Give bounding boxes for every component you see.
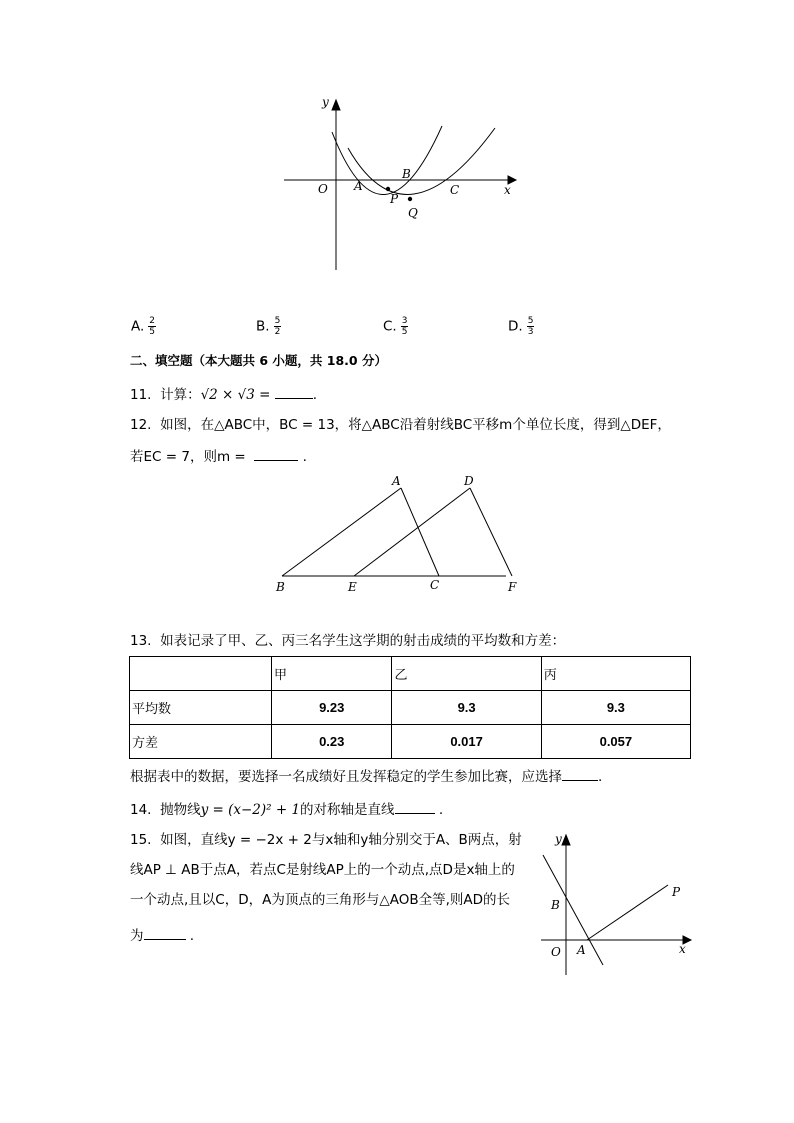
option-a[interactable]: A. $\frac{2}{5}$ <box>131 316 156 337</box>
table-header-row: 甲 乙 丙 <box>130 657 691 691</box>
option-d[interactable]: D. $\frac{5}{3}$ <box>508 316 534 337</box>
side-ac <box>401 488 439 576</box>
label-b: B <box>276 580 285 594</box>
fraction: $\frac{5}{2}$ <box>274 316 281 337</box>
answer-blank[interactable] <box>275 384 313 399</box>
label-y: y <box>555 832 562 846</box>
question-12: 12. 如图，在△ABC中，BC = 13，将△ABC沿着射线BC平移m个单位长度，得到△DEF， <box>130 417 671 433</box>
label-q: Q <box>408 206 418 220</box>
label-y: y <box>322 95 329 109</box>
table-row: 平均数 9.23 9.3 9.3 <box>130 691 691 725</box>
question-15-line3: 一个动点,且以C，D，A为顶点的三角形与△AOB全等,则AD的长 <box>130 892 511 908</box>
question-12-line2: 若EC = 7，则m = . <box>130 446 307 467</box>
fraction: $\frac{3}{5}$ <box>401 316 408 337</box>
question-13: 13. 如表记录了甲、乙、丙三名学生这学期的射击成绩的平均数和方差： <box>130 633 566 649</box>
answer-blank[interactable] <box>254 446 298 461</box>
label-c: C <box>450 183 460 197</box>
side-df <box>470 488 512 576</box>
score-table <box>129 656 691 759</box>
label-e: E <box>348 580 357 594</box>
question-11: 11. 计算：√2 × √3 = . <box>130 384 317 405</box>
point-p-dot <box>386 187 390 191</box>
side-ed <box>354 488 470 576</box>
label-b: B <box>402 167 411 181</box>
answer-blank[interactable] <box>562 766 598 781</box>
y-axis-arrow <box>562 835 570 845</box>
parabola-1 <box>332 126 442 195</box>
question-15-line2: 线AP ⊥ AB于点A，若点C是射线AP上的一个动点,点D是x轴上的 <box>130 862 515 878</box>
label-a: A <box>577 943 586 957</box>
label-d: D <box>464 474 474 488</box>
option-b[interactable]: B. $\frac{5}{2}$ <box>256 316 281 337</box>
question-14: 14. 抛物线y = (x−2)² + 1的对称轴是直线 . <box>130 799 443 820</box>
label-x: x <box>504 183 511 197</box>
side-ba <box>282 488 401 576</box>
section-heading: 二、填空题（本大题共 6 小题，共 18.0 分） <box>130 353 387 368</box>
ray-ap <box>587 885 668 940</box>
point-q-dot <box>408 197 412 201</box>
question-15-line4: 为 . <box>130 925 194 946</box>
figure-parabolas <box>270 90 530 275</box>
y-axis-arrow <box>332 100 340 110</box>
label-c: C <box>430 578 440 592</box>
label-f: F <box>508 580 517 594</box>
parabola-2 <box>348 128 495 194</box>
label-x: x <box>679 942 686 956</box>
label-a: A <box>392 474 401 488</box>
label-p: P <box>672 885 681 899</box>
option-c[interactable]: C. $\frac{3}{5}$ <box>383 316 408 337</box>
figure-triangles <box>268 470 528 600</box>
fraction: $\frac{5}{3}$ <box>527 316 534 337</box>
table-row: 方差 0.23 0.017 0.057 <box>130 725 691 759</box>
answer-blank[interactable] <box>144 925 186 940</box>
question-15-line1: 15. 如图，直线y = −2x + 2与x轴和y轴分别交于A、B两点，射 <box>130 832 522 848</box>
fraction: $\frac{2}{5}$ <box>149 316 156 337</box>
label-origin: O <box>318 182 328 196</box>
figure-line-ray <box>535 825 695 975</box>
question-13-after: 根据表中的数据，要选择一名成绩好且发挥稳定的学生参加比赛，应选择 . <box>130 766 602 787</box>
label-p: P <box>390 192 399 206</box>
answer-blank[interactable] <box>395 799 435 814</box>
label-b: B <box>551 898 560 912</box>
label-a: A <box>354 179 363 193</box>
label-origin: O <box>551 945 561 959</box>
